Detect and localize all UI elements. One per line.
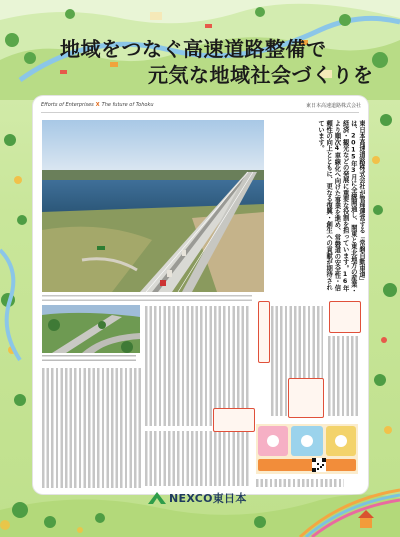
landscape-illustration-left	[0, 100, 34, 480]
page-headline	[60, 36, 390, 88]
subhead-box-3	[213, 408, 255, 432]
landscape-illustration-right	[366, 100, 400, 480]
highway-bridge-photo	[42, 120, 264, 292]
series-label-a: Efforts of Enterprises	[41, 102, 94, 108]
series-label	[41, 102, 154, 108]
subhead-box-1	[258, 301, 270, 363]
series-label-b: The future of Tohoku	[101, 102, 154, 108]
article-panel	[33, 96, 368, 494]
interchange-photo	[42, 305, 140, 353]
main-photo-caption	[42, 295, 264, 304]
subhead-box-4	[288, 378, 324, 418]
brand-name-en: NEXCO	[169, 492, 213, 505]
company-name: 東日本高速道路株式会社	[305, 103, 361, 109]
lead-paragraph: 東日本高速道路株式会社が管理運営する「常磐自動車道」は、2015年3月に全線開通し、関東と東北地方の産業・経済・観光などの発展に重要な役割を担っています。16年より順次4車線化へ向けた事業を進め、常磐道の安全性・信頼性の向上とともに、更なる復興・創生への貢献が期待されています。	[316, 120, 365, 294]
series-separator: X	[95, 102, 100, 108]
small-photo-caption	[42, 355, 140, 364]
headline-line-2: 元気な地域社会づくりを	[148, 63, 374, 87]
header-divider	[41, 112, 359, 113]
event-banner-image	[256, 424, 358, 474]
body-text-col-5	[328, 336, 360, 416]
headline-line-1: 地域をつなぐ高速道路整備で	[60, 37, 327, 61]
article-header	[41, 102, 361, 112]
landscape-illustration-bottom	[0, 470, 400, 537]
brand-name-jp: 東日本	[212, 492, 247, 505]
subhead-box-2	[329, 301, 361, 333]
